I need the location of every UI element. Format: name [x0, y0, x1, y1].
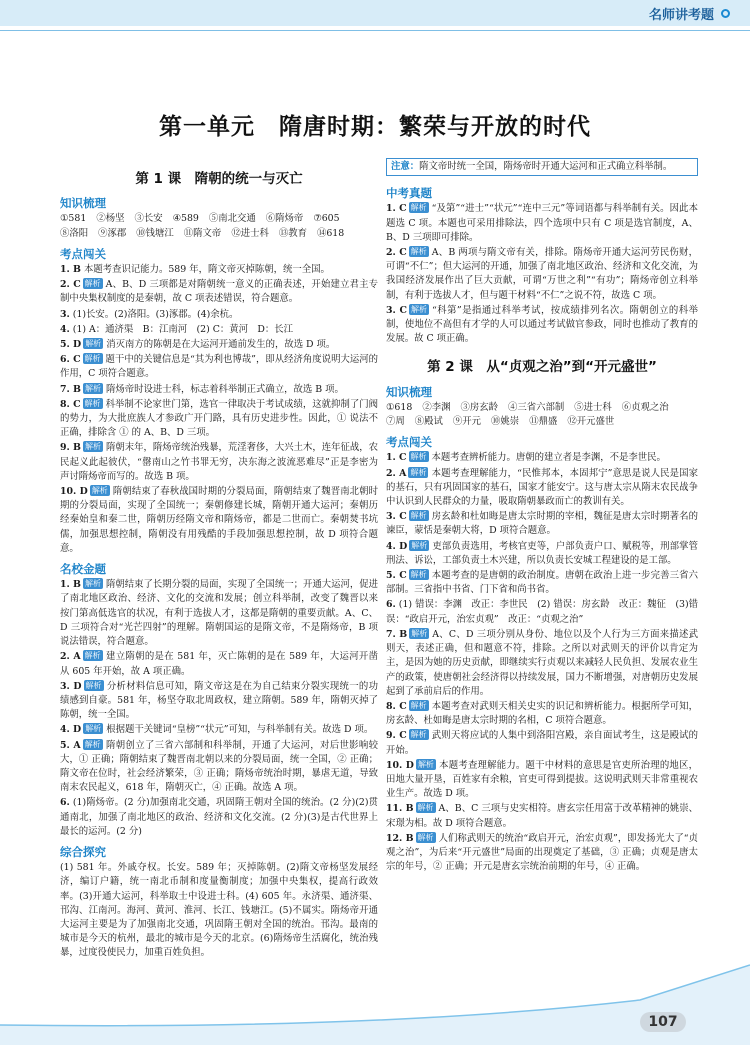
knowledge-item: ⑦605 — [313, 213, 340, 225]
answer-number: 7. B — [386, 628, 408, 640]
answer-entry — [386, 729, 698, 757]
answer-entry — [60, 278, 378, 306]
knowledge-item: ⑨开元 — [452, 416, 482, 428]
page-number: 107 — [640, 1012, 686, 1032]
analysis-tag: 解析 — [410, 467, 427, 477]
answer-entry — [60, 308, 378, 322]
answer-number: 2. A — [60, 651, 81, 663]
answer-text: 消灭南方的陈朝是在大运河开通前发生的，故选 D 项。 — [106, 339, 336, 351]
answer-entry — [386, 451, 698, 465]
lesson1-inquiry-text: (1) 581 年。外戚夺权。长安。589 年；灭掉陈朝。(2)隋文帝杨坚发展经济，编订户籍，统一南北币制和度量衡制度；加强中央集权，提高行政效率。(3)开通大运河，科举取士中设进士科。(4) 605 年。永济渠、通济渠、邗沟、江南河。海河、黄河、淮河、长江、钱塘江。(5)不属实。隋炀帝开通大运河主要是为了加强南北交通，巩固隋王朝对全国的统治。邗沟。最南的城市是今天的杭州，最北的城市是今天的北京。(6)隋炀帝生活腐化，统治残暴，过度役使民力，加重百姓负担。 — [60, 862, 378, 959]
header-circle-icon — [721, 9, 730, 18]
answer-entry — [60, 739, 378, 796]
answer-text: 隋朝创立了三省六部制和科举制，开通了大运河，对后世影响较大，① 正确；隋朝结束了魏晋南北朝以来的分裂局面，统一全国，② 正确；隋文帝在位时，社会经济繁荣，③ 正确；隋炀帝统治时期，暴虐无道，导致南末农民起义，618 年，隋朝灭亡，④ 正确。故选 A 项。 — [60, 739, 378, 794]
answer-text: 人们称武则天的统治“政启开元，治宏贞观”，即发扬光大了“贞观之治”，为后来“开元盛世”局面的出现奠定了基础，③ 正确；贞观是唐太宗的年号，② 正确；开元是唐玄宗统治前期的年号，④ 正确。 — [386, 832, 698, 873]
knowledge-item: ③长安 — [134, 213, 163, 225]
analysis-tag: 解析 — [411, 540, 428, 550]
answer-entry — [60, 723, 378, 737]
answer-number: 5. C — [386, 570, 407, 582]
answer-text: 科举制不论家世门第，选官一律取决于考试成绩，这就抑制了门阀的势力，为大批庶族人才参政广开门路，具有历史进步性。因此，① 说法不正确，排除含 ① 的 A、B、D 三项。 — [60, 398, 378, 439]
answer-entry — [386, 569, 698, 597]
answer-text: A、C、D 三项分别从身份、地位以及个人行为三方面来描述武则天，表述正确，但和题意不符，排除。之所以对武则天的评价以肯定为主，是因为她的历史贡献，即继续实行贞观以来减轻人民负担、发展农业生产的政策，使唐朝社会经济得以持续发展，国力不断增强，对唐朝历史发展起到了承前启后的作用。 — [386, 628, 698, 697]
answer-number: 9. C — [386, 730, 407, 742]
knowledge-item: ⑩姚崇 — [491, 416, 520, 428]
unit-title: 第一单元 隋唐时期：繁荣与开放的时代 — [159, 114, 591, 140]
answer-number: 4. — [60, 323, 70, 335]
answer-text: 本题考查理解能力。题干中材料的意思是官吏所治理的地区，田地大量开垦，百姓家有余粮，官吏可得到提拔。这说明武则天非常重视农业生产。故选 D 项。 — [386, 759, 698, 800]
analysis-tag: 解析 — [410, 247, 427, 257]
answer-number: 3. C — [386, 304, 407, 316]
answer-number: 6. — [386, 599, 396, 611]
analysis-tag: 解析 — [84, 383, 101, 393]
answer-number: 5. A — [60, 739, 81, 751]
answer-number: 4. D — [60, 724, 82, 736]
knowledge-item: ⑤进士科 — [574, 401, 612, 413]
knowledge-item: ⑧洛阳 — [60, 227, 89, 239]
answer-text: A、B、C 三项与史实相符。唐玄宗任用富于改革精神的姚崇、宋璟为相。故 D 项符合题意。 — [386, 803, 698, 829]
analysis-tag: 解析 — [84, 279, 101, 289]
analysis-tag: 解析 — [410, 304, 427, 314]
lesson2-title: 第 2 课 从“贞观之治”到“开元盛世” — [427, 359, 657, 376]
answer-text: 隋朝结束了长期分裂的局面，实现了全国统一；开通大运河，促进了南北地区政治、经济、文化的交流和发展；创立科举制，改变了魏晋以来按门第高低选官的状况，有利于选拔人才，这都是隋朝的重要贡献。A、C、D 三项符合对“光芒四射”的理解。隋朝国运的是隋文帝，不是隋炀帝，B 项说法错误，符合题意。 — [60, 579, 378, 648]
analysis-tag: 解析 — [410, 203, 427, 213]
analysis-tag: 解析 — [85, 680, 102, 690]
lesson2-exam-list — [386, 451, 698, 874]
answer-entry — [386, 246, 698, 303]
answer-number: 4. D — [386, 540, 408, 552]
analysis-tag: 解析 — [84, 579, 101, 589]
answer-entry — [386, 759, 698, 802]
answer-text: (1) A：通济渠 B：江南河 (2) C：黄河 D：长江 — [72, 323, 294, 335]
knowledge-item: ⑩钱塘江 — [136, 227, 174, 239]
answer-text: 本题考查识记能力。589 年，隋文帝灭掉陈朝，统一全国。 — [83, 264, 330, 276]
analysis-tag: 解析 — [84, 398, 101, 408]
knowledge-item: ①618 — [386, 401, 413, 413]
analysis-tag: 解析 — [410, 700, 427, 710]
right-column — [386, 154, 698, 875]
analysis-tag: 解析 — [417, 832, 434, 842]
answer-text: A、B、D 三项都是对隋朝统一意义的正确表述，开始建立君主专制中央集权制度的是秦朝，故 C 项表述错误，符合题意。 — [60, 279, 378, 305]
knowledge-item: ⑥贞观之治 — [621, 401, 669, 413]
knowledge-item: ⑨涿郡 — [98, 227, 127, 239]
answer-entry — [60, 680, 378, 723]
zhongkao-list — [386, 202, 698, 346]
answer-text: 吏部负责选用，考核官吏等，户部负责户口、赋税等，刑部掌管刑法、诉讼，工部负责土木兴建，所以负责长安城工程建设的是工部。 — [386, 540, 698, 566]
answer-number: 3. D — [60, 680, 82, 692]
answer-number: 11. B — [386, 803, 414, 815]
knowledge-item: ⑥隋炀帝 — [265, 213, 304, 225]
answer-entry — [60, 441, 378, 484]
knowledge-item: ④589 — [172, 213, 199, 225]
answer-entry — [386, 510, 698, 538]
answer-number: 2. C — [386, 247, 407, 259]
answer-text: 隋炀帝时设进士科，标志着科举制正式确立，故选 B 项。 — [105, 383, 344, 395]
lesson2-knowledge-heading: 知识梳理 — [386, 384, 432, 399]
knowledge-item: ①581 — [60, 213, 87, 225]
answer-text: 本题考查理解能力，“民惟邦本，本固邦宁”意思是说人民是国家的基石，只有巩固国家的基石，国家才能安宁。这与唐太宗从隋末农民战争中认识到人民群众的力量，吸取隋朝暴政而亡的教训有关。 — [386, 467, 699, 508]
lesson1-inquiry-heading: 综合探究 — [60, 844, 106, 859]
analysis-tag: 解析 — [91, 486, 108, 496]
answer-number: 8. C — [386, 700, 407, 712]
analysis-tag: 解析 — [410, 570, 427, 580]
lesson1-exam-heading: 考点闯关 — [60, 246, 106, 261]
answer-entry — [386, 628, 698, 699]
answer-text: 隋朝末年，隋炀帝统治残暴，荒淫奢侈，大兴土木，连年征战，农民起义此起彼伏，“罄南山之竹书罪无穷，决东海之波流恶难尽”正是李密为声讨隋炀帝而写的。故选 B 项。 — [60, 442, 378, 482]
answer-number: 10. D — [386, 759, 414, 771]
answer-entry — [386, 304, 698, 347]
answer-entry — [386, 467, 698, 510]
answer-text: 分析材料信息可知，隋文帝这是在为自己结束分裂实现统一的功绩感到自豪。581 年，杨坚夺取北周政权，建立隋朝。589 年，隋朝灭掉了陈朝，统一全国。 — [60, 680, 378, 721]
answer-number: 12. B — [386, 832, 414, 844]
knowledge-item: ⑧殿试 — [414, 416, 443, 428]
answer-text: 房玄龄和杜如晦是唐太宗时期的宰相，魏征是唐太宗时期著名的谏臣，蒙恬是秦朝大将，D 项符合题意。 — [386, 511, 698, 537]
answer-entry — [60, 323, 378, 337]
answer-text: 本题考查对武则天相关史实的识记和辨析能力。根据所学可知，房玄龄、杜如晦是唐太宗时期的名相，C 项符合题意。 — [386, 700, 698, 727]
answer-number: 9. B — [60, 442, 81, 454]
answer-entry — [386, 540, 698, 568]
page-header — [0, 0, 750, 40]
answer-text: 题干中的关键信息是“其为利也博哉”，即从经济角度说明大运河的作用，C 项符合题意。 — [60, 354, 378, 380]
note-label: 注意： — [391, 161, 420, 172]
note-text: 隋文帝时统一全国，隋炀帝时开通大运河和正式确立科举制。 — [419, 161, 673, 172]
answer-entry — [386, 802, 698, 830]
answer-text: “科第”是指通过科举考试，按成绩排列名次。隋朝创立的科举制，使地位不高但有才学的人可以通过考试做官参政，同时也推动了教育的发展。故 C 项正确。 — [386, 304, 698, 345]
answer-text: 根据题干关键词“皇榜”“状元”可知，与科举制有关。故选 D 项。 — [106, 724, 374, 736]
answer-entry — [60, 485, 378, 556]
answer-text: 建立隋朝的是在 581 年，灭亡陈朝的是在 589 年，大运河开凿从 605 年开始，故 A 项正确。 — [60, 651, 379, 677]
zhongkao-heading: 中考真题 — [386, 186, 432, 201]
answer-entry — [386, 202, 698, 245]
knowledge-item: ⑬教育 — [278, 227, 307, 239]
analysis-tag: 解析 — [84, 442, 101, 452]
answer-text: (1)隋炀帝。(2 分)加强南北交通，巩固隋王朝对全国的统治。(2 分)(2)贯通南北，加强了南北地区的政治、经济和文化交流。(2 分)(3)是古代世界上最长的运河。(2 分) — [60, 797, 378, 837]
answer-text: (1) 错误：李渊 改正：李世民 (2) 错误：房玄龄 改正：魏征 (3)错误：“政启开元，治宏贞观” 改正：“贞观之治” — [386, 599, 698, 625]
answer-text: “及第”“进士”“状元”“连中三元”等词语都与科举制有关。因此本题选 C 项。本题也可采用排除法，四个选项中只有 C 项是选官制度，A、B、D 三项即可排除。 — [386, 203, 698, 243]
knowledge-item: ⑪鼎盛 — [529, 416, 558, 428]
answer-text: A、B 两项与隋文帝有关，排除。隋炀帝开通大运河劳民伤财，可谓“不仁”；但大运河的开通，加强了南北地区政治、经济和文化交流，为我国经济发展作出了巨大贡献，可谓“万世之利”“有功”；隋炀帝创立科举制，有利于选拔人才，但与题干材料“不仁”之说不符，故选 C 项。 — [386, 247, 698, 301]
answer-number: 7. B — [60, 383, 81, 395]
answer-number: 2. C — [60, 279, 81, 291]
answer-number: 6. C — [60, 354, 81, 366]
answer-number: 6. — [60, 797, 70, 809]
lesson2-knowledge-list — [386, 401, 698, 429]
analysis-tag: 解析 — [417, 759, 434, 769]
answer-number: 3. C — [386, 511, 407, 523]
answer-text: (1)长安。(2)洛阳。(3)涿郡。(4)余杭。 — [72, 308, 239, 320]
lesson2-exam-heading: 考点闯关 — [386, 435, 432, 450]
answer-entry — [60, 383, 378, 397]
analysis-tag: 解析 — [85, 724, 102, 734]
answer-entry — [60, 353, 378, 381]
answer-text: 本题考查辨析能力。唐朝的建立者是李渊，不是李世民。 — [431, 452, 666, 464]
knowledge-item: ⑫进士科 — [231, 227, 269, 239]
answer-number: 10. D — [60, 486, 88, 498]
analysis-tag: 解析 — [85, 339, 102, 349]
answer-text: 武则天将应试的人集中到洛阳宫殿，亲自面试考生，这是殿试的开始。 — [386, 730, 698, 756]
header-divider — [0, 30, 750, 31]
analysis-tag: 解析 — [410, 452, 427, 462]
analysis-tag: 解析 — [84, 739, 101, 749]
lesson1-knowledge-list — [60, 212, 378, 240]
answer-entry — [386, 598, 698, 626]
analysis-tag: 解析 — [84, 651, 101, 661]
knowledge-item: ⑪隋文帝 — [183, 227, 222, 239]
analysis-tag: 解析 — [411, 628, 428, 638]
answer-text: 本题考查的是唐朝的政治制度。唐朝在政治上进一步完善三省六部制。三省指中书省、门下省和尚书省。 — [386, 570, 698, 596]
lesson1-famous-heading: 名校金题 — [60, 562, 106, 577]
lesson1-exam-list — [60, 263, 378, 556]
header-title: 名师讲考题 — [648, 8, 714, 23]
knowledge-item: ⑦周 — [386, 416, 405, 428]
left-column — [60, 168, 378, 962]
knowledge-item: ⑤南北交通 — [208, 213, 256, 225]
answer-text: 隋朝结束了春秋战国时期的分裂局面，隋朝结束了魏晋南北朝时期的分裂局面，实现了全国统一；秦朝修建长城，隋朝开通大运河；秦朝历经秦始皇和秦二世，隋朝历经隋文帝和隋炀帝，都是二世而亡。秦朝焚书坑儒，加强思想控制，隋朝没有用残酷的手段加强思想控制，故 D 项符合题意。 — [60, 486, 378, 554]
footer-decoration — [0, 930, 750, 1045]
analysis-tag: 解析 — [410, 511, 427, 521]
answer-entry — [60, 796, 378, 839]
answer-entry — [60, 263, 378, 277]
knowledge-item: ⑫开元盛世 — [567, 416, 615, 428]
knowledge-item: ⑭618 — [316, 227, 345, 239]
answer-number: 1. B — [60, 264, 81, 276]
answer-number: 1. C — [386, 203, 407, 215]
answer-entry — [386, 700, 698, 728]
knowledge-item: ②李渊 — [422, 401, 451, 413]
lesson1-knowledge-heading: 知识梳理 — [60, 196, 106, 211]
knowledge-item: ③房玄龄 — [460, 401, 498, 413]
answer-entry — [60, 578, 378, 649]
analysis-tag: 解析 — [410, 730, 427, 740]
header-bar — [0, 0, 750, 26]
answer-entry — [60, 338, 378, 352]
answer-number: 1. C — [386, 452, 407, 464]
lesson1-famous-list — [60, 578, 378, 839]
answer-number: 3. — [60, 308, 70, 320]
answer-entry — [386, 832, 698, 875]
answer-number: 5. D — [60, 339, 82, 351]
answer-entry — [60, 398, 378, 441]
answer-number: 8. C — [60, 398, 81, 410]
analysis-tag: 解析 — [417, 803, 434, 813]
note-box — [386, 158, 698, 176]
knowledge-item: ④三省六部制 — [507, 401, 565, 413]
answer-number: 1. B — [60, 579, 81, 591]
answer-entry — [60, 650, 378, 678]
lesson1-title: 第 1 课 隋朝的统一与灭亡 — [135, 171, 303, 187]
answer-number: 2. A — [386, 467, 407, 479]
analysis-tag: 解析 — [84, 354, 101, 364]
knowledge-item: ②杨坚 — [96, 213, 125, 225]
